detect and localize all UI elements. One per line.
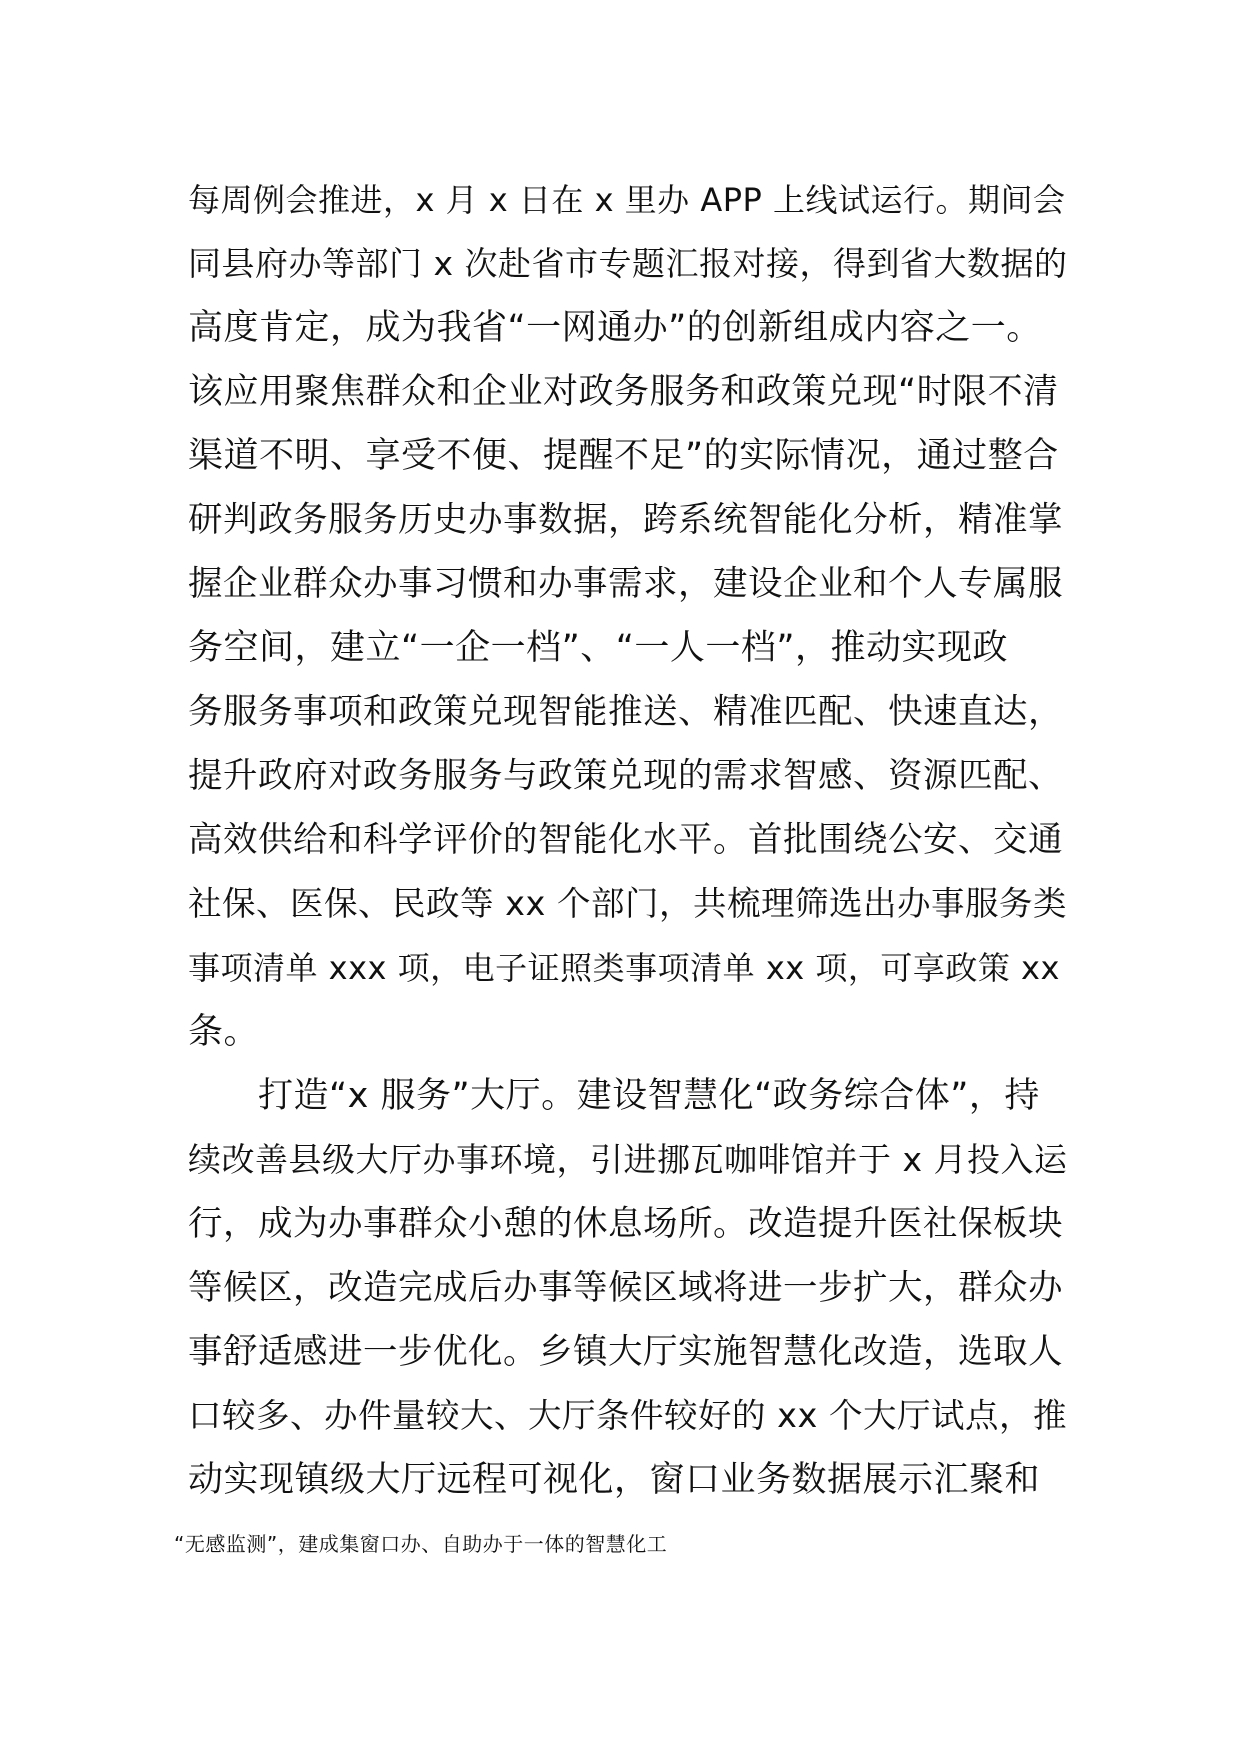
text-line: 该应用聚焦群众和企业对政务服务和政策兑现“时限不清	[188, 372, 1059, 412]
text-line: 研判政务服务历史办事数据，跨系统智能化分析，精准掌	[188, 500, 1063, 540]
text-line: 条。	[188, 1012, 260, 1052]
text-line: 提升政府对政务服务与政策兑现的需求智感、资源匹配、	[188, 756, 1063, 796]
text-line: 同县府办等部门 x 次赴省市专题汇报对接，得到省大数据的	[188, 244, 1068, 283]
text-line: 行，成为办事群众小憩的休息场所。改造提升医社保板块	[188, 1204, 1063, 1244]
text-line: 高度肯定，成为我省“一网通办”的创新组成内容之一。	[188, 308, 1042, 348]
text-line: “无感监测”，建成集窗口办、自助办于一体的智慧化工	[174, 1532, 668, 1556]
text-line: 事项清单 xxx 项，电子证照类事项清单 xx 项，可享政策 xx	[188, 949, 1060, 987]
text-line: 口较多、办件量较大、大厅条件较好的 xx 个大厅试点，推	[188, 1396, 1067, 1435]
text-line: 事舒适感进一步优化。乡镇大厅实施智慧化改造，选取人	[188, 1332, 1063, 1372]
text-line: 务服务事项和政策兑现智能推送、精准匹配、快速直达，	[188, 692, 1063, 732]
paragraph-service-hall	[174, 1064, 1068, 1576]
text-line: 动实现镇级大厅远程可视化，窗口业务数据展示汇聚和	[188, 1460, 1041, 1500]
text-line: 续改善县级大厅办事环境，引进挪瓦咖啡馆并于 x 月投入运	[188, 1140, 1068, 1179]
text-line: 每周例会推进，x 月 x 日在 x 里办 APP 上线试运行。期间会	[188, 181, 1066, 219]
document-body	[174, 168, 1068, 1576]
text-line: 握企业群众办事习惯和办事需求，建设企业和个人专属服	[188, 564, 1063, 604]
text-line: 高效供给和科学评价的智能化水平。首批围绕公安、交通	[188, 820, 1063, 860]
paragraph-app-launch	[188, 168, 1068, 1064]
text-line: 渠道不明、享受不便、提醒不足”的实际情况，通过整合	[188, 436, 1059, 476]
text-line-first: 打造“x 服务”大厅。建设智慧化“政务综合体”，持	[258, 1076, 1040, 1116]
text-line: 等候区，改造完成后办事等候区域将进一步扩大，群众办	[188, 1268, 1063, 1308]
text-line: 社保、医保、民政等 xx 个部门，共梳理筛选出办事服务类	[188, 884, 1067, 923]
text-line: 务空间，建立“一企一档”、“一人一档”，推动实现政	[188, 628, 1009, 668]
